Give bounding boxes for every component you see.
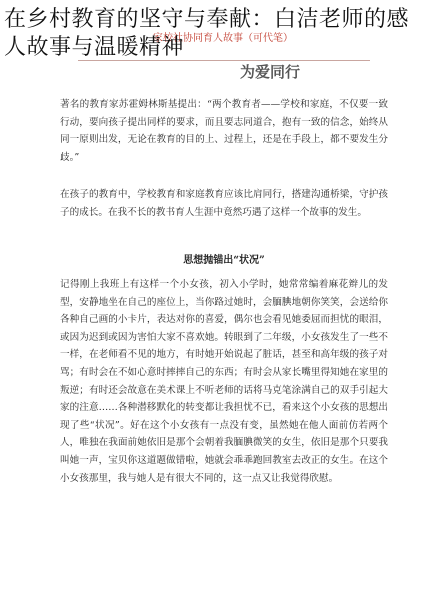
page-title: 在乡村教育的坚守与奉献：白洁老师的感人故事与温暖精神 — [4, 7, 410, 60]
section-title: 思想抛锚出“状况” — [183, 255, 265, 266]
paragraph-story: 记得刚上我班上有这样一个小女孩，初入小学时，她常常编着麻花辫儿的发型，安静地坐在自己的座位上，当你路过她时，会腼腆地朝你笑笑，会送给你各种自己画的小卡片，表达对你的喜爱，偶尔也会看见她委屈而担忧的眼泪，或因为迟到或因为害怕大家不喜欢她。转眼到了二年级，小女孩发生了一些不一样，在老师看不见的地方，有时她开始说起了脏话，甚至和高年级的孩子对骂；有时会在不如心意时摔摔自己的东西；有时会从家长嘴里得知她在家里的叛逆；有时还会故意在美术课上不听老师的话将马克笔涂满自己的双手引起大家的注意……各种潜移默化的转变都让我担忧不已，看来这个小女孩的思想出现了些“状况”。好在这个小女孩有一点没有变，虽然她在他人面前仿若两个人，唯独在我面前她依旧是那个会朝着我腼腆微笑的女生，依旧是那个只要我叫她一声，宝贝你这道题做错啦，她就会乖乖跑回教室去改正的女生。在这个小女孩那里，我与她人是有很大不同的，这一点又让我觉得欣慰。 — [60, 279, 388, 484]
document-header: 家校社协同育人故事（可代笔） — [153, 33, 293, 44]
article-title: 为爱同行 — [240, 63, 301, 81]
paragraph-intro: 著名的教育家苏霍姆林斯基提出：“两个教育者——学校和家庭，不仅要一致行动，要向孩子提出同样的要求，而且要志同道合，抱有一致的信念，始终从同一原则出发，无论在教育的目的上、过程上，还是在手段上，都不要发生分歧。” — [60, 99, 388, 163]
document-scan — [60, 32, 388, 592]
paragraph-context: 在孩子的教育中，学校教育和家庭教育应该比肩同行，搭建沟通桥梁，守护孩子的成长。在我不长的教书育人生涯中竟然巧遇了这样一个故事的发生。 — [60, 189, 388, 218]
